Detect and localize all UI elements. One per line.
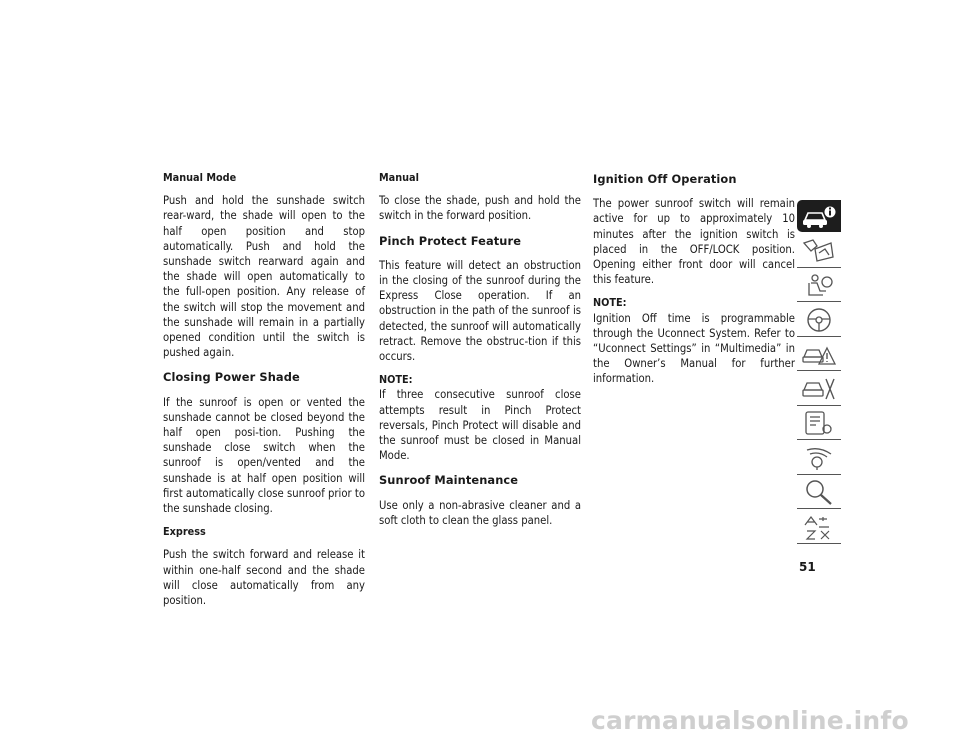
sunroof-maintenance-paragraph: Use only a non-abrasive cleaner and a soft cloth to clean the glass panel. xyxy=(379,498,581,527)
tab-getting-to-know-vehicle[interactable] xyxy=(797,200,841,232)
tab-servicing-maintenance[interactable] xyxy=(797,373,841,406)
car-info-icon xyxy=(801,202,837,230)
watermark: carmanualsonline.info xyxy=(591,706,909,735)
ignition-off-paragraph: The power sunroof switch will remain active for up to approximately 10 minutes after the ignition switch is placed in the OFF/LOCK position. Opening either front door will cancel this feature. xyxy=(593,197,795,287)
car-warning-triangle-icon xyxy=(801,340,837,368)
express-paragraph: Push the switch forward and release it within one-half second and the shade will close automatically from any position. xyxy=(163,548,365,608)
car-wrench-icon xyxy=(801,375,837,403)
closing-power-shade-paragraph: If the sunroof is open or vented the sunshade cannot be closed beyond the half open posi-tion. Pushing the sunshade close switch when the sunroof is open/vented and the sunshade is at half open position will first automatically close sunroof prior to the sunshade closing. xyxy=(163,395,365,516)
tab-safety[interactable] xyxy=(797,269,841,302)
language-index-icon xyxy=(801,513,837,541)
manual-heading: Manual xyxy=(379,171,419,184)
steering-wheel-icon xyxy=(801,306,837,334)
note-label: NOTE: xyxy=(379,373,413,387)
closing-power-shade-heading: Closing Power Shade xyxy=(163,370,300,385)
tab-multimedia[interactable] xyxy=(797,442,841,475)
manual-paragraph: To close the shade, push and hold the switch in the forward position. xyxy=(379,194,581,223)
multimedia-icon xyxy=(801,444,837,472)
spec-sheet-icon xyxy=(801,409,837,437)
page-number: 51 xyxy=(799,560,816,574)
note-paragraph: Ignition Off time is programmable through the Uconnect System. Refer to “Uconnect Settings” in “Multimedia” in the Owner’s Manual for further information. xyxy=(593,311,795,386)
express-heading: Express xyxy=(163,525,206,539)
tab-languages[interactable] xyxy=(797,511,841,544)
pinch-protect-paragraph: This feature will detect an obstruction in the closing of the sunroof during the Express Close operation. If an obstruction in the path of the sunroof is detected, the sunroof will automatically retract. Remove the obstruc-tion if this occurs. xyxy=(379,258,581,364)
tab-starting-operating[interactable] xyxy=(797,304,841,337)
note-label: NOTE: xyxy=(593,296,627,310)
pinch-protect-heading: Pinch Protect Feature xyxy=(379,233,522,248)
tab-index[interactable] xyxy=(797,476,841,509)
dashboard-warning-icon xyxy=(801,237,837,265)
manual-mode-heading: Manual Mode xyxy=(163,171,237,184)
tab-technical-specifications[interactable] xyxy=(797,407,841,440)
column-right xyxy=(593,172,795,395)
column-left xyxy=(163,170,365,616)
magnifier-icon xyxy=(801,478,837,506)
tab-in-case-of-emergency[interactable] xyxy=(797,338,841,371)
manual-mode-paragraph: Push and hold the sunshade switch rear-ward, the shade will open to the half open position and stop automatically. Push and hold the sunshade switch rearward again and the shade will open automatically to the full-open position. Any release of the switch will stop the movement and the sunshade will remain in a partially opened condition until the switch is pushed again. xyxy=(163,194,365,360)
tab-instrument-panel[interactable] xyxy=(797,235,841,268)
ignition-off-heading: Ignition Off Operation xyxy=(593,172,737,186)
column-middle xyxy=(379,170,581,536)
airbag-seat-icon xyxy=(801,271,837,299)
note-paragraph: If three consecutive sunroof close attempts result in Pinch Protect reversals, Pinch Protect will disable and the sunroof must be closed in Manual Mode. xyxy=(379,388,581,463)
sunroof-maintenance-heading: Sunroof Maintenance xyxy=(379,473,519,488)
chapter-tabs xyxy=(797,200,841,545)
